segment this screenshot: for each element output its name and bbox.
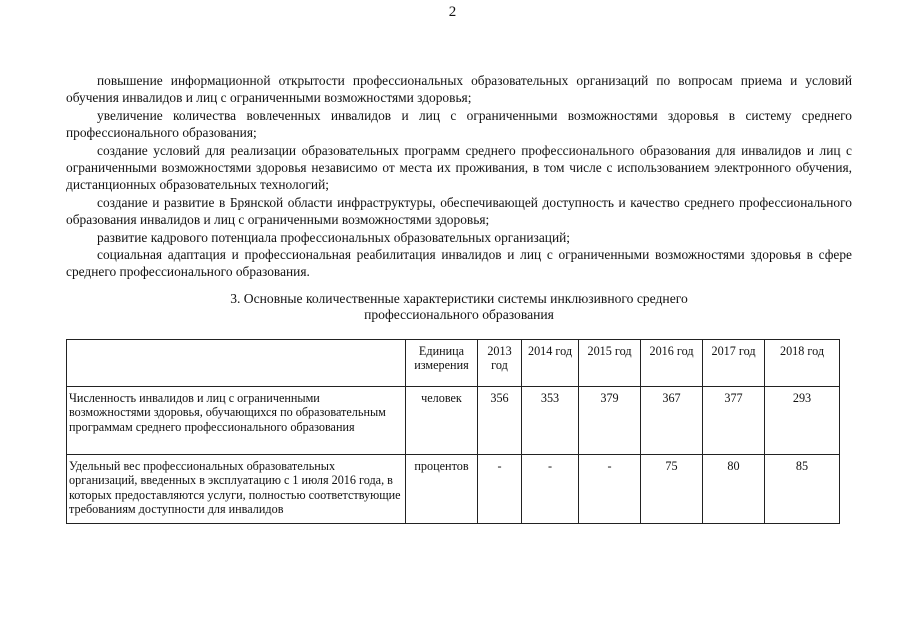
table-cell: - xyxy=(478,455,522,524)
table-cell: 367 xyxy=(641,387,703,455)
table-header-cell: 2014 год xyxy=(522,340,579,387)
paragraph-3: создание условий для реализации образовательных программ среднего профессионального образования для инвалидов и лиц с ограниченными возможностями здоровья независимо от места их проживания, в том числе с использованием электронного обучения, дистанционных образовательных технологий; xyxy=(66,142,852,193)
table-cell: - xyxy=(579,455,641,524)
paragraph-1: повышение информационной открытости профессиональных образовательных организаций по вопросам приема и условий обучения инвалидов и лиц с ограниченными возможностями здоровья; xyxy=(66,73,852,106)
section-title-line-2: профессионального образования xyxy=(364,307,554,322)
section-title xyxy=(66,291,852,323)
paragraph-4: создание и развитие в Брянской области инфраструктуры, обеспечивающей доступность и качество среднего профессионального образования инвалидов и лиц с ограниченными возможностями здоровья; xyxy=(66,194,852,228)
section-title-line-1: 3. Основные количественные характеристики системы инклюзивного среднего xyxy=(230,291,688,306)
page-number: 2 xyxy=(448,4,457,20)
table-header-cell: 2013 год xyxy=(478,340,522,387)
table-header-cell: 2016 год xyxy=(641,340,703,387)
table-header-cell xyxy=(67,340,406,387)
table-row xyxy=(67,387,840,455)
table-cell: 293 xyxy=(765,387,840,455)
table-row-unit: процентов xyxy=(406,455,478,524)
table-header-cell: Единица измерения xyxy=(406,340,478,387)
table-cell: 75 xyxy=(641,455,703,524)
table-row-label: Удельный вес профессиональных образовательных организаций, введенных в эксплуатацию с 1 июля 2016 года, в которых предоставляются услуги, полностью соответствующие требованиям доступности для инвалидов xyxy=(67,455,406,524)
paragraph-5: развитие кадрового потенциала профессиональных образовательных организаций; xyxy=(97,229,570,245)
table-cell: 379 xyxy=(579,387,641,455)
table-cell: 80 xyxy=(703,455,765,524)
table-cell: 85 xyxy=(765,455,840,524)
table-cell: 356 xyxy=(478,387,522,455)
table-cell: 377 xyxy=(703,387,765,455)
paragraph-2: увеличение количества вовлеченных инвалидов и лиц с ограниченными возможностями здоровья в систему среднего профессионального образования; xyxy=(66,107,852,141)
table-row xyxy=(67,455,840,524)
table-header-cell: 2015 год xyxy=(579,340,641,387)
body-text xyxy=(66,72,852,281)
paragraph-6: социальная адаптация и профессиональная реабилитация инвалидов и лиц с ограниченными возможностями здоровья в сфере среднего профессионального образования. xyxy=(66,247,852,280)
table-cell: - xyxy=(522,455,579,524)
table-cell: 353 xyxy=(522,387,579,455)
characteristics-table xyxy=(66,339,840,524)
table-header-cell: 2017 год xyxy=(703,340,765,387)
table-header-cell: 2018 год xyxy=(765,340,840,387)
table-header-row xyxy=(67,340,840,387)
table-row-unit: человек xyxy=(406,387,478,455)
table-row-label: Численность инвалидов и лиц с ограниченными возможностями здоровья, обучающихся по образовательным программам среднего профессионального образования xyxy=(67,387,406,455)
